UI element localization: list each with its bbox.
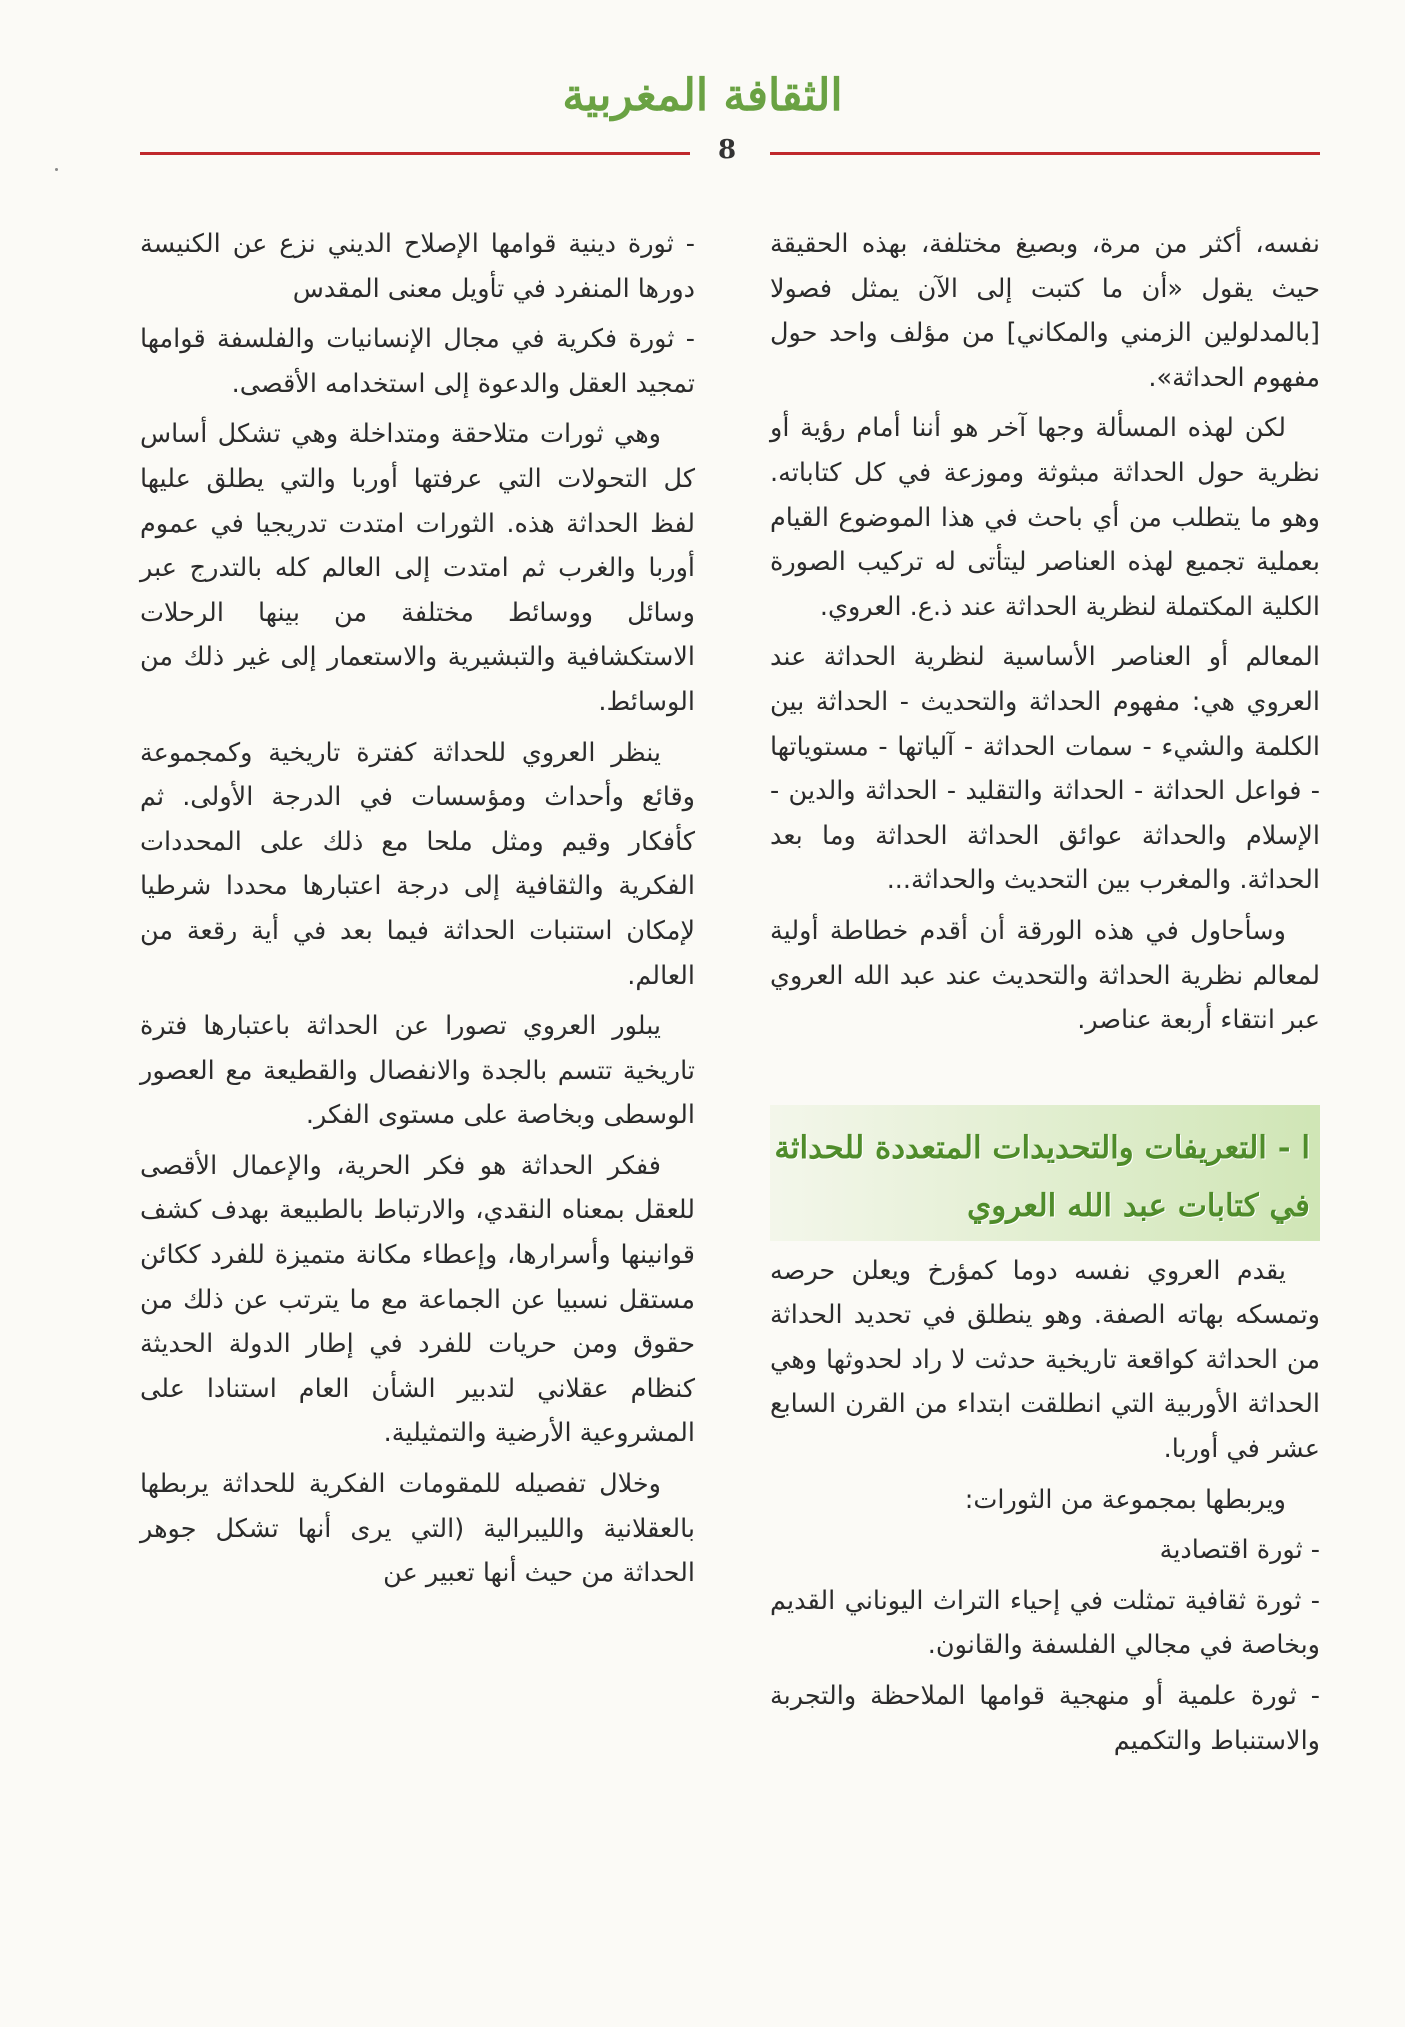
paragraph: ينظر العروي للحداثة كفترة تاريخية وكمجموعة وقائع وأحداث ومؤسسات في الدرجة الأولى. ثم كأفكار وقيم ومثل ملحا مع ذلك على المحددات الفكرية والثقافية إلى درجة اعتبارها محددا شرطيا لإمكان استنبات الحداثة فيما بعد في أية رقعة من العالم. [140, 737, 695, 991]
list-item: - ثورة فكرية في مجال الإنسانيات والفلسفة قوامها تمجيد العقل والدعوة إلى استخدامه الأقصى. [140, 324, 695, 399]
list-item: - ثورة دينية قوامها الإصلاح الديني نزع عن الكنيسة دورها المنفرد في تأويل معنى المقدس [140, 229, 695, 304]
paragraph: يبلور العروي تصورا عن الحداثة باعتبارها فترة تاريخية تتسم بالجدة والانفصال والقطيعة مع العصور الوسطى وبخاصة على مستوى الفكر. [140, 1011, 695, 1131]
list-item: - ثورة علمية أو منهجية قوامها الملاحظة والتجربة والاستنباط والتكميم [770, 1681, 1320, 1756]
header-rule-right [770, 152, 1320, 155]
paragraph: وخلال تفصيله للمقومات الفكرية للحداثة يربطها بالعقلانية والليبرالية (التي يرى أنها تشكل جوهر الحداثة من حيث أنها تعبير عن [140, 1469, 695, 1589]
paragraph: وسأحاول في هذه الورقة أن أقدم خطاطة أولية لمعالم نظرية الحداثة والتحديث عند عبد الله العروي عبر انتقاء أربعة عناصر. [770, 915, 1320, 1036]
paragraph: المعالم أو العناصر الأساسية لنظرية الحداثة عند العروي هي: مفهوم الحداثة والتحديث - الحداثة بين الكلمة والشيء - سمات الحداثة - آلياتها - مستوياتها - فواعل الحداثة - الحداثة والتقليد - الحداثة والدين - الإسلام والحداثة عوائق الحداثة الحداثة وما بعد الحداثة. والمغرب بين التحديث والحداثة... [770, 642, 1320, 896]
magazine-title: الثقافة المغربية [562, 70, 843, 121]
paragraph: ففكر الحداثة هو فكر الحرية، والإعمال الأقصى للعقل بمعناه النقدي، والارتباط بالطبيعة بهدف كشف قوانينها وأسرارها، وإعطاء مكانة متميزة للفرد ككائن مستقل نسبيا عن الجماعة مع ما يترتب عن ذلك من حقوق ومن حريات للفرد في إطار الدولة الحديثة كنظام عقلاني لتدبير الشأن العام استنادا على المشروعية الأرضية والتمثيلية. [140, 1150, 695, 1449]
page-number: 8 [717, 135, 737, 165]
paragraph: ويربطها بمجموعة من الثورات: [964, 1484, 1286, 1515]
header-rule-left [140, 152, 690, 155]
list-item: - ثورة اقتصادية [1159, 1535, 1320, 1566]
paragraph: يقدم العروي نفسه دوما كمؤرخ ويعلن حرصه وتمسكه بهاته الصفة. وهو ينطلق في تحديد الحداثة من الحداثة كواقعة تاريخية حدثت لا راد لحدوثها وهي الحداثة الأوربية التي انطلقت ابتداء من القرن السابع عشر في أوربا. [770, 1255, 1320, 1465]
paragraph: وهي ثورات متلاحقة ومتداخلة وهي تشكل أساس كل التحولات التي عرفتها أوربا والتي يطلق عليها لفظ الحداثة هذه. الثورات امتدت تدريجيا في عموم أوربا والغرب ثم امتدت إلى العالم كله بالتدرج عبر وسائل ووسائط مختلفة من بينها الرحلات الاستكشافية والتبشيرية والاستعمار إلى غير ذلك من الوسائط. [140, 419, 695, 717]
section-heading: ا - التعريفات والتحديدات المتعددة للحداثة في كتابات عبد الله العروي [770, 1105, 1320, 1241]
right-column [770, 222, 1320, 1769]
paragraph: لكن لهذه المسألة وجها آخر هو أننا أمام رؤية أو نظرية حول الحداثة مبثوثة وموزعة في كل كتاباته. وهو ما يتطلب من أي باحث في هذا الموضوع القيام بعملية تجميع لهذه العناصر ليتأتى له تركيب الصورة الكلية المكتملة لنظرية الحداثة عند ذ.ع. العروي. [770, 413, 1320, 622]
paragraph: نفسه، أكثر من مرة، وبصيغ مختلفة، بهذه الحقيقة حيث يقول «أن ما كتبت إلى الآن يمثل فصولا [بالمدلولين الزمني والمكاني] من مؤلف واحد حول مفهوم الحداثة». [770, 229, 1320, 393]
left-column [140, 222, 695, 1602]
page-header [0, 55, 1405, 175]
list-item: - ثورة ثقافية تمثلت في إحياء التراث اليوناني القديم وبخاصة في مجالي الفلسفة والقانون. [770, 1585, 1320, 1661]
